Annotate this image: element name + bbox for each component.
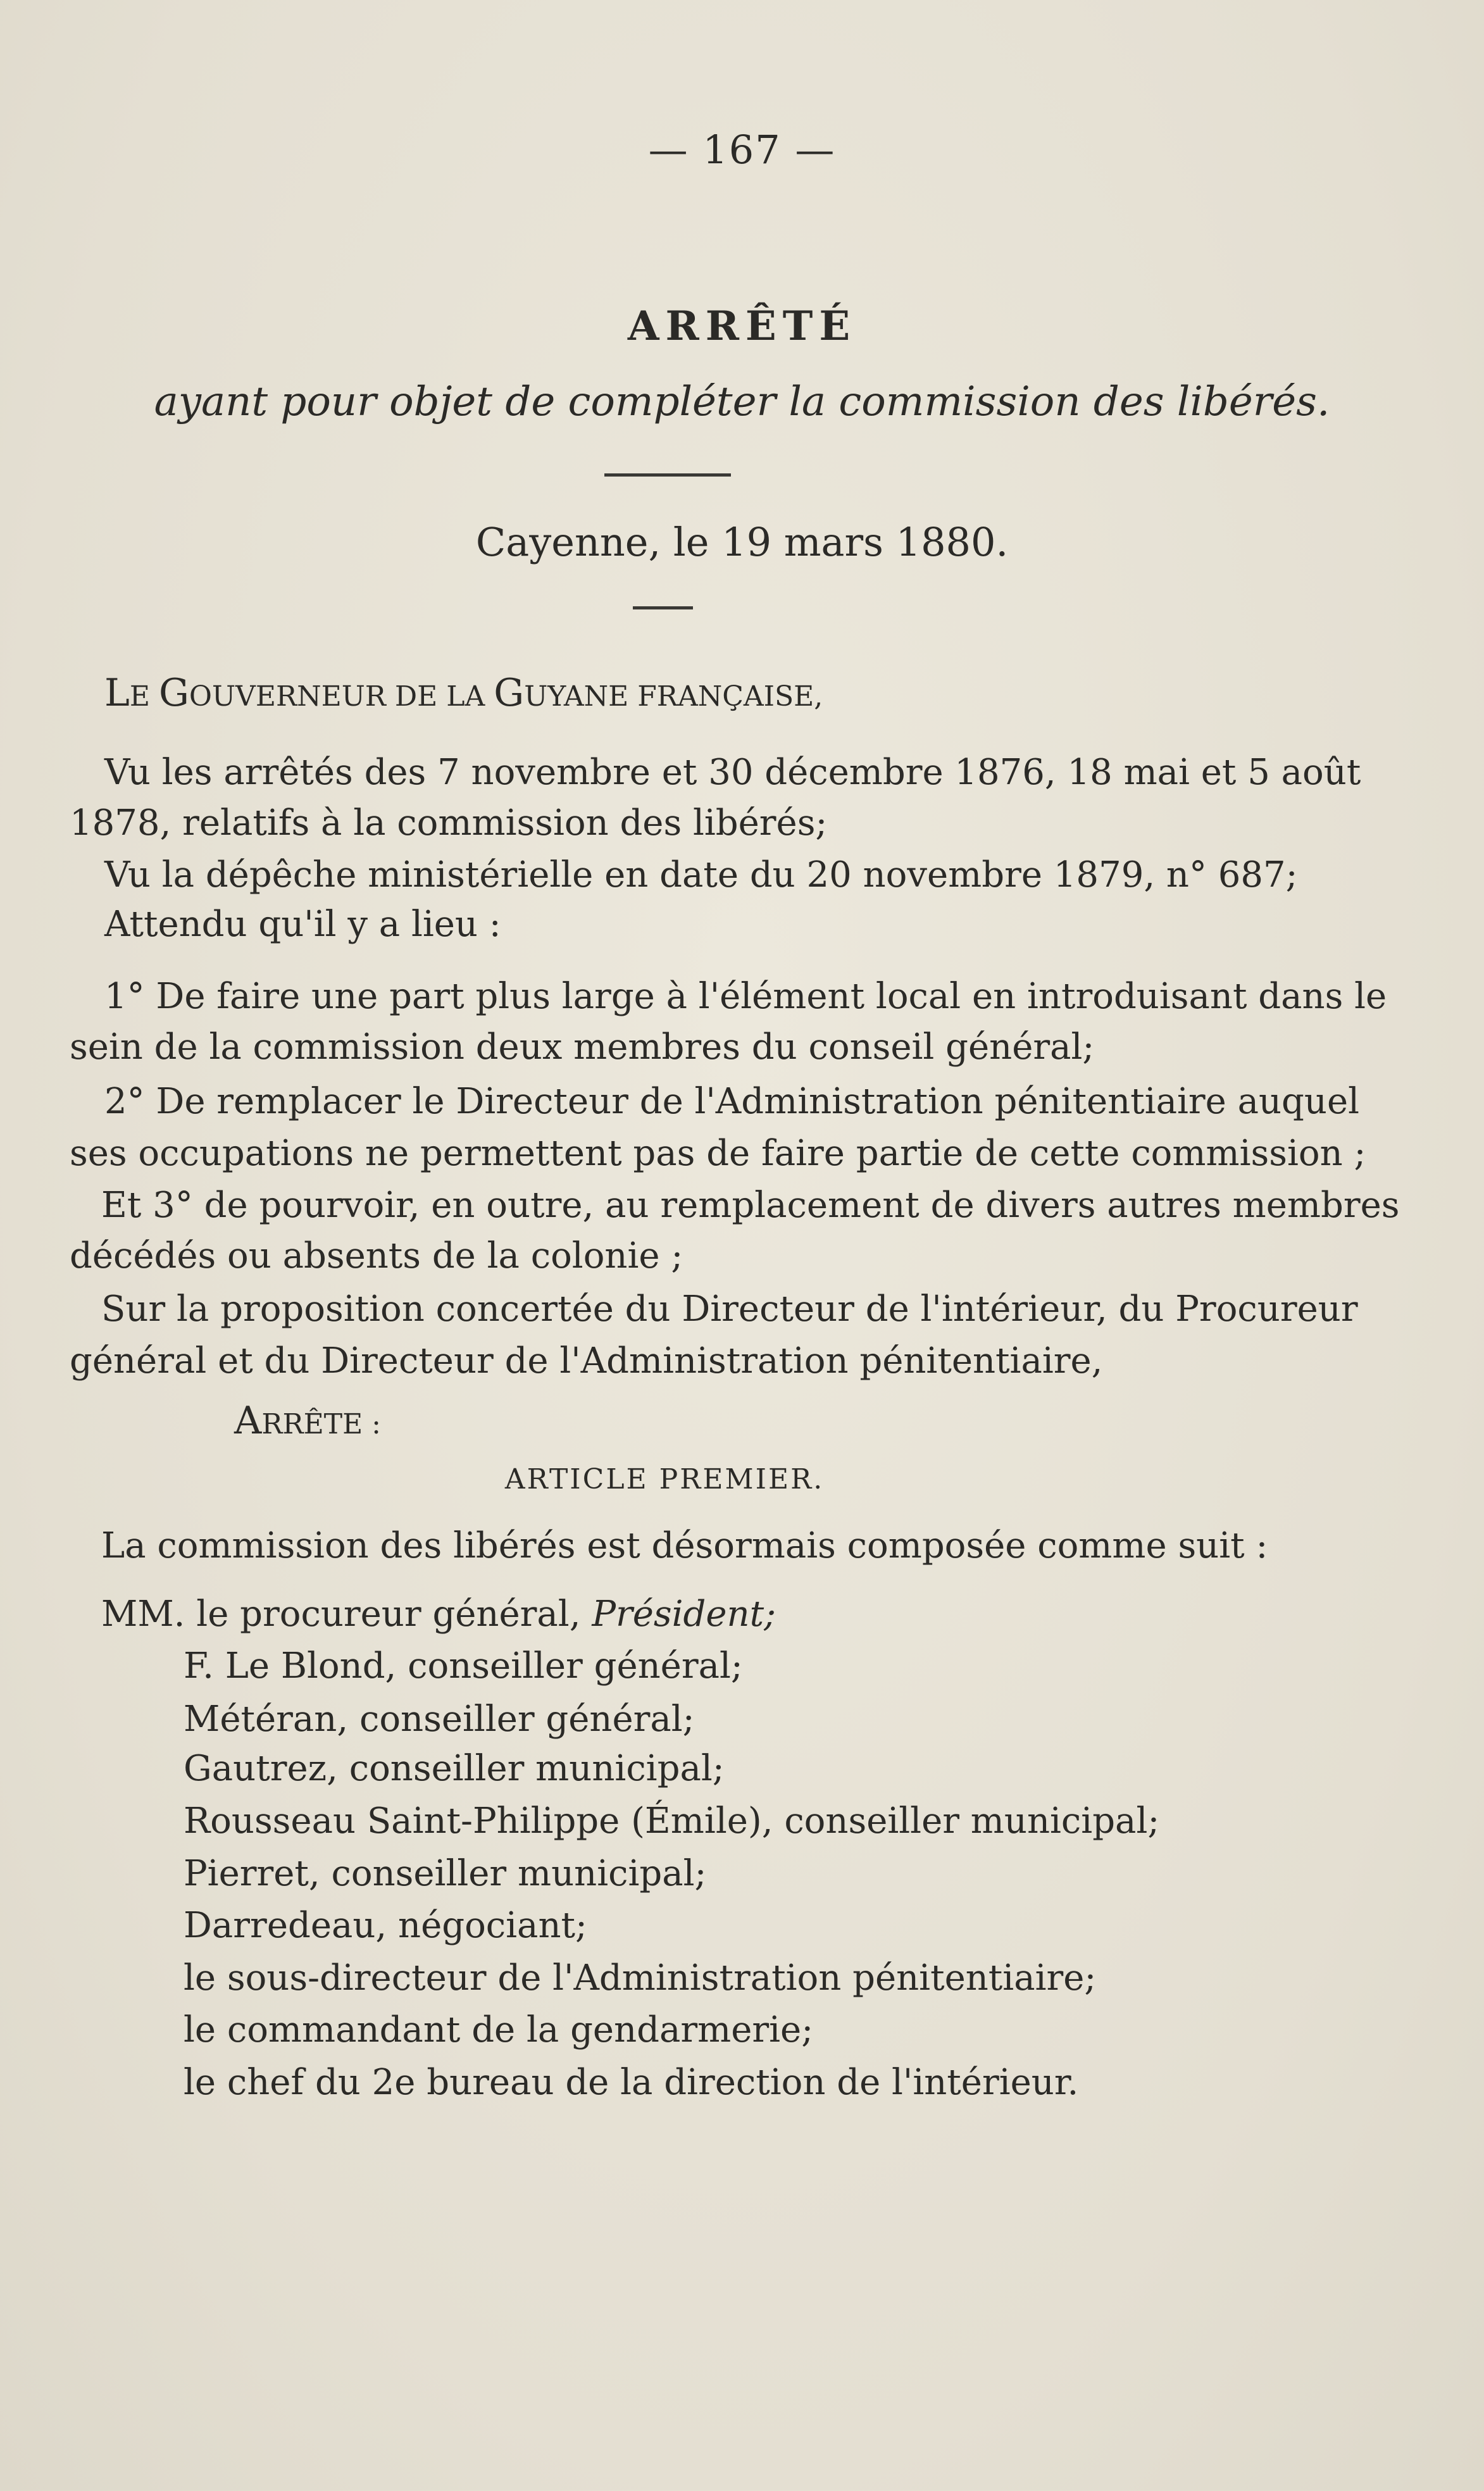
paragraph-line: Vu les arrêtés des 7 novembre et 30 décembre 1876, 18 mai et 5 août [104,752,1361,793]
member-line: F. Le Blond, conseiller général; [184,1645,743,1687]
dateline-rule [633,606,693,609]
member-line: Météran, conseiller général; [184,1699,695,1740]
arrete-heading: ARRÊTE : [234,1399,381,1443]
intro-line: LE GOUVERNEUR DE LA GUYANE FRANÇAISE, [104,671,823,715]
member-line: le chef du 2e bureau de la direction de l'intérieur. [184,2062,1079,2103]
paragraph-line: Et 3° de pourvoir, en outre, au remplacement de divers autres membres [101,1185,1400,1226]
page-number: — 167 — [648,127,836,173]
paragraph-line: décédés ou absents de la colonie ; [70,1235,683,1277]
member-line: le commandant de la gendarmerie; [184,2009,814,2051]
member-line: Pierret, conseiller municipal; [184,1853,707,1894]
paragraph-line: Sur la proposition concertée du Directeur de l'intérieur, du Procureur [101,1289,1358,1330]
document-title: ARRÊTÉ [627,303,857,350]
member-line: MM. le procureur général, Président; [101,1594,776,1635]
paragraph-line: Vu la dépêche ministérielle en date du 20 novembre 1879, n° 687; [104,854,1298,896]
member-line: le sous-directeur de l'Administration pénitentiaire; [184,1957,1097,1999]
member-line: Darredeau, négociant; [184,1905,587,1946]
member-line: Gautrez, conseiller municipal; [184,1748,725,1789]
paragraph-line: 2° De remplacer le Directeur de l'Administration pénitentiaire auquel [104,1081,1359,1122]
paragraph-line: ses occupations ne permettent pas de faire partie de cette commission ; [70,1133,1366,1174]
paragraph-line: sein de la commission deux membres du conseil général; [70,1027,1095,1068]
article-heading: ARTICLE PREMIER. [504,1463,825,1495]
document-subtitle: ayant pour objet de compléter la commission des libérés. [154,378,1330,425]
article-text: La commission des libérés est désormais composée comme suit : [101,1525,1268,1566]
title-rule [604,473,731,477]
paragraph-line: 1878, relatifs à la commission des libérés; [70,802,828,844]
paragraph-line: 1° De faire une part plus large à l'élément local en introduisant dans le [104,976,1387,1017]
member-line: Rousseau Saint-Philippe (Émile), conseiller municipal; [184,1801,1160,1842]
paragraph-line: général et du Directeur de l'Administration pénitentiaire, [70,1340,1103,1382]
dateline: Cayenne, le 19 mars 1880. [475,519,1009,565]
paragraph-line: Attendu qu'il y a lieu : [104,904,501,945]
